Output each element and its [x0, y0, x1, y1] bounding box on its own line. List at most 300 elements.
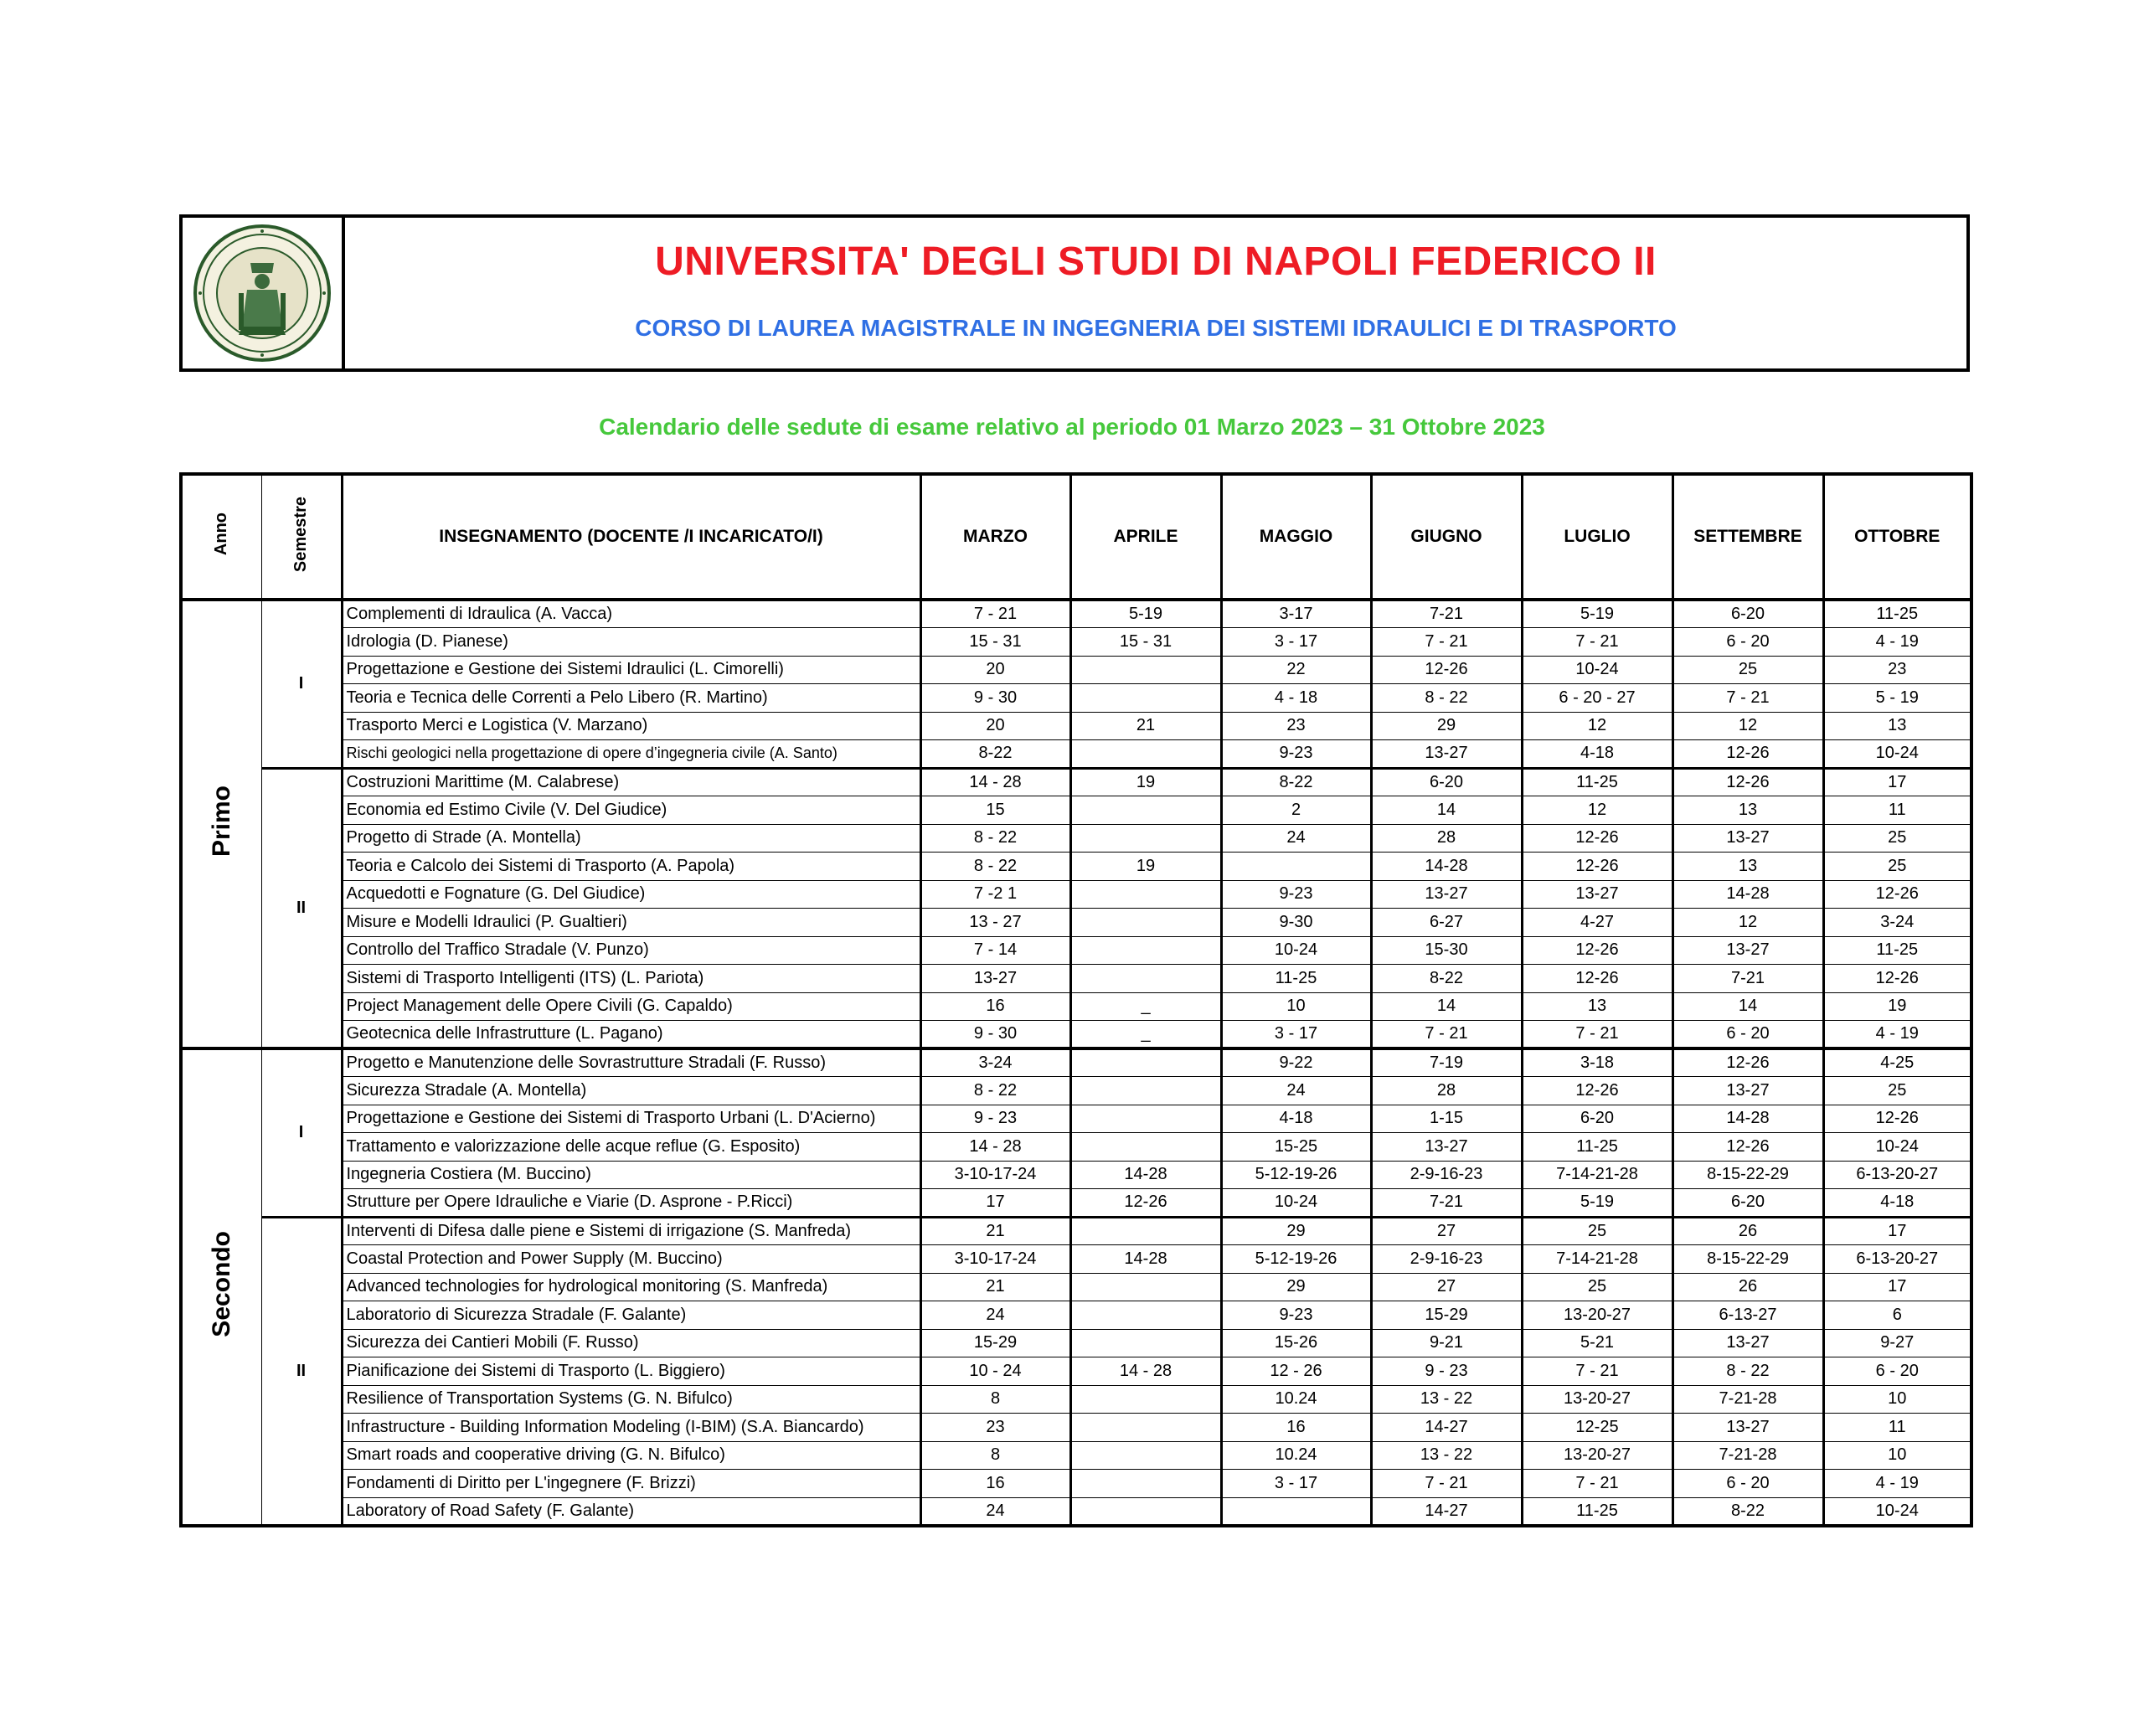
course-name: Ingegneria Costiera (M. Buccino): [342, 1161, 920, 1189]
exam-dates: 12 - 26: [1221, 1357, 1371, 1386]
header-box: [179, 214, 1970, 372]
course-name: Idrologia (D. Pianese): [342, 628, 920, 657]
table-row: [181, 936, 1971, 965]
exam-dates: 4 - 19: [1823, 1470, 1971, 1498]
exam-dates: 6-27: [1371, 909, 1522, 937]
table-row: [181, 1441, 1971, 1470]
course-name: Costruzioni Marittime (M. Calabrese): [342, 768, 920, 796]
exam-dates: 8-22: [920, 740, 1070, 769]
course-name: Misure e Modelli Idraulici (P. Gualtieri): [342, 909, 920, 937]
exam-dates: 15-29: [920, 1329, 1070, 1357]
exam-dates: 9-23: [1221, 740, 1371, 769]
exam-dates: 13 - 22: [1371, 1441, 1522, 1470]
table-row: [181, 1414, 1971, 1442]
exam-dates: 9 - 30: [920, 684, 1070, 713]
university-title: UNIVERSITA' DEGLI STUDI DI NAPOLI FEDERICO II: [655, 239, 1657, 284]
exam-dates: 26: [1672, 1273, 1823, 1301]
exam-dates: 26: [1672, 1217, 1823, 1245]
exam-dates: 22: [1221, 656, 1371, 684]
table-row: [181, 1273, 1971, 1301]
exam-dates: 6 - 20: [1672, 1021, 1823, 1049]
exam-dates: 5-21: [1522, 1329, 1672, 1357]
exam-dates: 2: [1221, 796, 1371, 825]
header-month: GIUGNO: [1371, 474, 1522, 600]
exam-dates: 4 - 18: [1221, 684, 1371, 713]
exam-dates: 21: [1070, 712, 1221, 740]
table-row: [181, 992, 1971, 1021]
exam-dates: 11-25: [1823, 936, 1971, 965]
exam-dates: 8-22: [1221, 768, 1371, 796]
exam-dates: 13: [1672, 853, 1823, 881]
exam-dates: 8-22: [1371, 965, 1522, 993]
table-row: [181, 824, 1971, 853]
exam-dates: 8-15-22-29: [1672, 1245, 1823, 1274]
exam-dates: 16: [920, 1470, 1070, 1498]
exam-dates: 14-28: [1371, 853, 1522, 881]
course-name: Advanced technologies for hydrological monitoring (S. Manfreda): [342, 1273, 920, 1301]
exam-dates: [1070, 684, 1221, 713]
exam-dates: 10-24: [1823, 1497, 1971, 1526]
table-row: [181, 1245, 1971, 1274]
exam-dates: 13-20-27: [1522, 1301, 1672, 1330]
exam-dates: 7 - 21: [1522, 628, 1672, 657]
table-row: [181, 656, 1971, 684]
course-name: Progetto e Manutenzione delle Sovrastrutture Stradali (F. Russo): [342, 1048, 920, 1077]
exam-dates: 4-18: [1522, 740, 1672, 769]
exam-dates: 12-26: [1672, 1048, 1823, 1077]
exam-dates: 24: [920, 1497, 1070, 1526]
exam-dates: 5 - 19: [1823, 684, 1971, 713]
exam-dates: 13-20-27: [1522, 1385, 1672, 1414]
course-name: Coastal Protection and Power Supply (M. Buccino): [342, 1245, 920, 1274]
exam-dates: 12-25: [1522, 1414, 1672, 1442]
course-name: Laboratorio di Sicurezza Stradale (F. Galante): [342, 1301, 920, 1330]
exam-dates: 7-21-28: [1672, 1441, 1823, 1470]
exam-dates: [1221, 1497, 1371, 1526]
exam-dates: 17: [920, 1189, 1070, 1218]
anno-label: Primo: [207, 786, 235, 858]
exam-dates: 23: [1221, 712, 1371, 740]
course-name: Teoria e Tecnica delle Correnti a Pelo Libero (R. Martino): [342, 684, 920, 713]
exam-dates: 12: [1522, 796, 1672, 825]
exam-dates: 6: [1823, 1301, 1971, 1330]
semester-label: I: [261, 1048, 342, 1217]
exam-dates: [1070, 1048, 1221, 1077]
exam-dates: 7 - 21: [1522, 1357, 1672, 1386]
exam-dates: 4-18: [1221, 1105, 1371, 1133]
exam-dates: 9-23: [1221, 1301, 1371, 1330]
table-row: [181, 853, 1971, 881]
exam-dates: [1070, 1133, 1221, 1162]
exam-dates: 12: [1672, 909, 1823, 937]
exam-dates: 3-24: [920, 1048, 1070, 1077]
exam-dates: 13-20-27: [1522, 1441, 1672, 1470]
exam-dates: 9-27: [1823, 1329, 1971, 1357]
exam-dates: 14-27: [1371, 1414, 1522, 1442]
exam-dates: 11-25: [1221, 965, 1371, 993]
exam-dates: 10-24: [1522, 656, 1672, 684]
exam-dates: 14 - 28: [920, 1133, 1070, 1162]
table-row: [181, 600, 1971, 628]
exam-dates: 2-9-16-23: [1371, 1161, 1522, 1189]
exam-dates: 14: [1371, 992, 1522, 1021]
exam-dates: 12-26: [1672, 768, 1823, 796]
exam-dates: 15-29: [1371, 1301, 1522, 1330]
exam-dates: 12: [1522, 712, 1672, 740]
exam-dates: 2-9-16-23: [1371, 1245, 1522, 1274]
course-name: Progettazione e Gestione dei Sistemi Idraulici (L. Cimorelli): [342, 656, 920, 684]
exam-dates: [1070, 936, 1221, 965]
exam-dates: 15-25: [1221, 1133, 1371, 1162]
exam-dates: 5-12-19-26: [1221, 1161, 1371, 1189]
semester-label: I: [261, 600, 342, 768]
exam-dates: 10-24: [1221, 1189, 1371, 1218]
course-name: Interventi di Difesa dalle piene e Sistemi di irrigazione (S. Manfreda): [342, 1217, 920, 1245]
exam-dates: 16: [920, 992, 1070, 1021]
exam-dates: 8-22: [1672, 1497, 1823, 1526]
exam-dates: 11-25: [1522, 1497, 1672, 1526]
header-month: SETTEMBRE: [1672, 474, 1823, 600]
table-row: [181, 1217, 1971, 1245]
exam-dates: 4 - 19: [1823, 628, 1971, 657]
calendar-title: Calendario delle sedute di esame relativo al periodo 01 Marzo 2023 – 31 Ottobre 2023: [599, 414, 1545, 440]
exam-dates: 8 - 22: [1371, 684, 1522, 713]
course-name: Sistemi di Trasporto Intelligenti (ITS) (L. Pariota): [342, 965, 920, 993]
table-row: [181, 1357, 1971, 1386]
exam-dates: 3-10-17-24: [920, 1161, 1070, 1189]
exam-dates: 3-24: [1823, 909, 1971, 937]
exam-dates: 5-19: [1522, 600, 1672, 628]
table-row: [181, 1133, 1971, 1162]
exam-dates: 15: [920, 796, 1070, 825]
exam-dates: 8: [920, 1441, 1070, 1470]
anno-label: Secondo: [207, 1231, 235, 1338]
exam-dates: 6-20: [1371, 768, 1522, 796]
exam-dates: 21: [920, 1273, 1070, 1301]
exam-dates: 17: [1823, 1273, 1971, 1301]
table-row: [181, 1385, 1971, 1414]
exam-dates: 25: [1522, 1273, 1672, 1301]
course-name: Sicurezza dei Cantieri Mobili (F. Russo): [342, 1329, 920, 1357]
table-row: [181, 628, 1971, 657]
exam-dates: 12-26: [1522, 824, 1672, 853]
exam-dates: [1070, 1217, 1221, 1245]
exam-dates: 4-25: [1823, 1048, 1971, 1077]
exam-dates: 11-25: [1522, 768, 1672, 796]
course-name: Geotecnica delle Infrastrutture (L. Pagano): [342, 1021, 920, 1049]
exam-dates: 12-26: [1823, 965, 1971, 993]
exam-dates: 7-21: [1371, 1189, 1522, 1218]
exam-dates: [1070, 656, 1221, 684]
exam-dates: 3-17: [1221, 600, 1371, 628]
exam-dates: 12-26: [1070, 1189, 1221, 1218]
exam-dates: 4-27: [1522, 909, 1672, 937]
exam-dates: 3 - 17: [1221, 1470, 1371, 1498]
course-name: Acquedotti e Fognature (G. Del Giudice): [342, 880, 920, 909]
exam-dates: 9 - 23: [920, 1105, 1070, 1133]
exam-dates: 7-21-28: [1672, 1385, 1823, 1414]
header-month: MAGGIO: [1221, 474, 1371, 600]
course-name: Progettazione e Gestione dei Sistemi di Trasporto Urbani (L. D'Acierno): [342, 1105, 920, 1133]
exam-dates: 19: [1070, 768, 1221, 796]
table-body: [181, 600, 1971, 1526]
exam-dates: 13-27: [1672, 824, 1823, 853]
exam-dates: 16: [1221, 1414, 1371, 1442]
header-semestre: Semestre: [261, 474, 342, 600]
course-name: Smart roads and cooperative driving (G. N. Bifulco): [342, 1441, 920, 1470]
exam-dates: [1070, 824, 1221, 853]
exam-dates: 10.24: [1221, 1441, 1371, 1470]
course-name: Complementi di Idraulica (A. Vacca): [342, 600, 920, 628]
exam-dates: 24: [920, 1301, 1070, 1330]
table-row: [181, 740, 1971, 769]
exam-dates: 11: [1823, 1414, 1971, 1442]
exam-dates: 12-26: [1522, 936, 1672, 965]
exam-dates: 5-19: [1522, 1189, 1672, 1218]
header-insegnamento: INSEGNAMENTO (DOCENTE /I INCARICATO/I): [342, 474, 920, 600]
exam-dates: 4-18: [1823, 1189, 1971, 1218]
exam-dates: 10-24: [1221, 936, 1371, 965]
exam-dates: 3-10-17-24: [920, 1245, 1070, 1274]
exam-dates: [1070, 1441, 1221, 1470]
exam-dates: 4 - 19: [1823, 1021, 1971, 1049]
exam-dates: 3 - 17: [1221, 628, 1371, 657]
exam-dates: 8 - 22: [920, 853, 1070, 881]
semester-label: II: [261, 1217, 342, 1526]
exam-dates: 8 - 22: [920, 1077, 1070, 1105]
exam-dates: 14-27: [1371, 1497, 1522, 1526]
exam-dates: 28: [1371, 1077, 1522, 1105]
exam-dates: 6-20: [1672, 600, 1823, 628]
course-name: Economia ed Estimo Civile (V. Del Giudice): [342, 796, 920, 825]
exam-dates: 7 - 21: [920, 600, 1070, 628]
exam-dates: 13-27: [920, 965, 1070, 993]
course-title: CORSO DI LAUREA MAGISTRALE IN INGEGNERIA DEI SISTEMI IDRAULICI E DI TRASPORTO: [635, 314, 1677, 341]
exam-dates: 6-20: [1522, 1105, 1672, 1133]
course-name: Resilience of Transportation Systems (G. N. Bifulco): [342, 1385, 920, 1414]
exam-dates: 6-13-20-27: [1823, 1245, 1971, 1274]
exam-dates: 7-14-21-28: [1522, 1245, 1672, 1274]
exam-dates: 25: [1672, 656, 1823, 684]
exam-dates: 14-28: [1070, 1245, 1221, 1274]
exam-dates: 10-24: [1823, 1133, 1971, 1162]
header-titles: [345, 218, 1966, 368]
table-row: [181, 1470, 1971, 1498]
exam-dates: 13-27: [1672, 936, 1823, 965]
exam-dates: _: [1070, 1021, 1221, 1049]
exam-dates: 24: [1221, 824, 1371, 853]
exam-dates: 1-15: [1371, 1105, 1522, 1133]
university-seal: [183, 218, 345, 368]
exam-dates: 10 - 24: [920, 1357, 1070, 1386]
exam-dates: 12-26: [1371, 656, 1522, 684]
exam-dates: 5-19: [1070, 600, 1221, 628]
exam-dates: 3 - 17: [1221, 1021, 1371, 1049]
exam-dates: 14-28: [1672, 1105, 1823, 1133]
exam-dates: _: [1070, 992, 1221, 1021]
exam-dates: [1070, 880, 1221, 909]
exam-dates: 7 - 14: [920, 936, 1070, 965]
exam-dates: 7 - 21: [1371, 1021, 1522, 1049]
exam-dates: 13-27: [1672, 1077, 1823, 1105]
exam-dates: 7 - 21: [1672, 684, 1823, 713]
exam-dates: [1070, 965, 1221, 993]
exam-dates: [1070, 796, 1221, 825]
exam-dates: 6 - 20 - 27: [1522, 684, 1672, 713]
table-row: [181, 796, 1971, 825]
course-name: Infrastructure - Building Information Modeling (I-BIM) (S.A. Biancardo): [342, 1414, 920, 1442]
exam-dates: 7-21: [1672, 965, 1823, 993]
exam-dates: [1070, 1105, 1221, 1133]
exam-dates: 25: [1823, 824, 1971, 853]
exam-dates: 8: [920, 1385, 1070, 1414]
course-name: Pianificazione dei Sistemi di Trasporto (L. Biggiero): [342, 1357, 920, 1386]
exam-dates: 7 - 21: [1371, 1470, 1522, 1498]
exam-dates: [1070, 1301, 1221, 1330]
exam-dates: 12-26: [1522, 965, 1672, 993]
exam-dates: [1070, 1470, 1221, 1498]
exam-dates: 14 - 28: [920, 768, 1070, 796]
course-name: Controllo del Traffico Stradale (V. Punzo): [342, 936, 920, 965]
seal-icon: [192, 223, 332, 363]
exam-dates: 12-26: [1672, 1133, 1823, 1162]
exam-dates: 24: [1221, 1077, 1371, 1105]
table-row: [181, 1497, 1971, 1526]
table-header-row: [181, 474, 1971, 600]
exam-dates: 14: [1672, 992, 1823, 1021]
exam-dates: 8 - 22: [1672, 1357, 1823, 1386]
exam-dates: 7 -2 1: [920, 880, 1070, 909]
exam-dates: 13-27: [1371, 740, 1522, 769]
exam-dates: 7 - 21: [1522, 1021, 1672, 1049]
header-month: OTTOBRE: [1823, 474, 1971, 600]
exam-dates: 12-26: [1823, 880, 1971, 909]
exam-dates: 13: [1823, 712, 1971, 740]
table-row: [181, 1301, 1971, 1330]
exam-dates: 6-13-20-27: [1823, 1161, 1971, 1189]
anno-cell: [181, 600, 261, 1048]
exam-dates: 13-27: [1371, 1133, 1522, 1162]
exam-dates: 9-21: [1371, 1329, 1522, 1357]
exam-dates: 13-27: [1672, 1329, 1823, 1357]
table-row: [181, 1161, 1971, 1189]
exam-dates: 27: [1371, 1217, 1522, 1245]
table-row: [181, 1077, 1971, 1105]
exam-dates: 20: [920, 712, 1070, 740]
exam-dates: 29: [1371, 712, 1522, 740]
exam-dates: [1070, 1273, 1221, 1301]
course-name: Rischi geologici nella progettazione di opere d’ingegneria civile (A. Santo): [342, 740, 920, 769]
exam-dates: 25: [1823, 1077, 1971, 1105]
exam-dates: 19: [1823, 992, 1971, 1021]
exam-dates: 7-21: [1371, 600, 1522, 628]
exam-dates: 7-19: [1371, 1048, 1522, 1077]
table-row: [181, 1329, 1971, 1357]
exam-dates: [1070, 1329, 1221, 1357]
exam-dates: 13-27: [1522, 880, 1672, 909]
exam-dates: 15-30: [1371, 936, 1522, 965]
exam-dates: 15 - 31: [920, 628, 1070, 657]
table-row: [181, 684, 1971, 713]
exam-dates: 21: [920, 1217, 1070, 1245]
exam-dates: 29: [1221, 1217, 1371, 1245]
exam-dates: 10-24: [1823, 740, 1971, 769]
exam-dates: 6 - 20: [1672, 1470, 1823, 1498]
exam-dates: 13: [1672, 796, 1823, 825]
exam-dates: 9-23: [1221, 880, 1371, 909]
exam-dates: 8 - 22: [920, 824, 1070, 853]
exam-dates: 8-15-22-29: [1672, 1161, 1823, 1189]
course-name: Project Management delle Opere Civili (G. Capaldo): [342, 992, 920, 1021]
exam-dates: 11: [1823, 796, 1971, 825]
exam-dates: 7 - 21: [1522, 1470, 1672, 1498]
course-name: Teoria e Calcolo dei Sistemi di Trasporto (A. Papola): [342, 853, 920, 881]
exam-dates: 13: [1522, 992, 1672, 1021]
exam-dates: [1221, 853, 1371, 881]
exam-dates: [1070, 740, 1221, 769]
exam-dates: 10.24: [1221, 1385, 1371, 1414]
table-row: [181, 768, 1971, 796]
exam-dates: 15 - 31: [1070, 628, 1221, 657]
semester-label: II: [261, 768, 342, 1048]
exam-dates: 20: [920, 656, 1070, 684]
exam-dates: [1070, 1385, 1221, 1414]
exam-dates: 6-13-27: [1672, 1301, 1823, 1330]
course-name: Trattamento e valorizzazione delle acque reflue (G. Esposito): [342, 1133, 920, 1162]
course-name: Progetto di Strade (A. Montella): [342, 824, 920, 853]
header-month: APRILE: [1070, 474, 1221, 600]
exam-dates: 13 - 27: [920, 909, 1070, 937]
table-row: [181, 1189, 1971, 1218]
course-name: Strutture per Opere Idrauliche e Viarie (D. Asprone - P.Ricci): [342, 1189, 920, 1218]
exam-dates: 10: [1823, 1385, 1971, 1414]
exam-dates: 9 - 23: [1371, 1357, 1522, 1386]
course-name: Trasporto Merci e Logistica (V. Marzano): [342, 712, 920, 740]
table-row: [181, 880, 1971, 909]
exam-dates: 9-30: [1221, 909, 1371, 937]
exam-dates: 14 - 28: [1070, 1357, 1221, 1386]
exam-dates: 7-14-21-28: [1522, 1161, 1672, 1189]
table-row: [181, 712, 1971, 740]
exam-dates: [1070, 1497, 1221, 1526]
exam-dates: [1070, 1077, 1221, 1105]
exam-dates: 12: [1672, 712, 1823, 740]
header-month: LUGLIO: [1522, 474, 1672, 600]
exam-dates: 12-26: [1823, 1105, 1971, 1133]
header-month: MARZO: [920, 474, 1070, 600]
exam-dates: 11-25: [1823, 600, 1971, 628]
exam-dates: 11-25: [1522, 1133, 1672, 1162]
exam-dates: 17: [1823, 1217, 1971, 1245]
exam-dates: 10: [1221, 992, 1371, 1021]
course-name: Fondamenti di Diritto per L'ingegnere (F. Brizzi): [342, 1470, 920, 1498]
exam-dates: 12-26: [1672, 740, 1823, 769]
header-anno: Anno: [181, 474, 261, 600]
exam-dates: 13 - 22: [1371, 1385, 1522, 1414]
exam-dates: 17: [1823, 768, 1971, 796]
exam-dates: 15-26: [1221, 1329, 1371, 1357]
table-row: [181, 1021, 1971, 1049]
exam-dates: 13-27: [1371, 880, 1522, 909]
exam-dates: 23: [1823, 656, 1971, 684]
exam-dates: 7 - 21: [1371, 628, 1522, 657]
exam-dates: 5-12-19-26: [1221, 1245, 1371, 1274]
exam-dates: 23: [920, 1414, 1070, 1442]
exam-dates: 19: [1070, 853, 1221, 881]
exam-dates: 28: [1371, 824, 1522, 853]
course-name: Laboratory of Road Safety (F. Galante): [342, 1497, 920, 1526]
anno-cell: [181, 1048, 261, 1526]
